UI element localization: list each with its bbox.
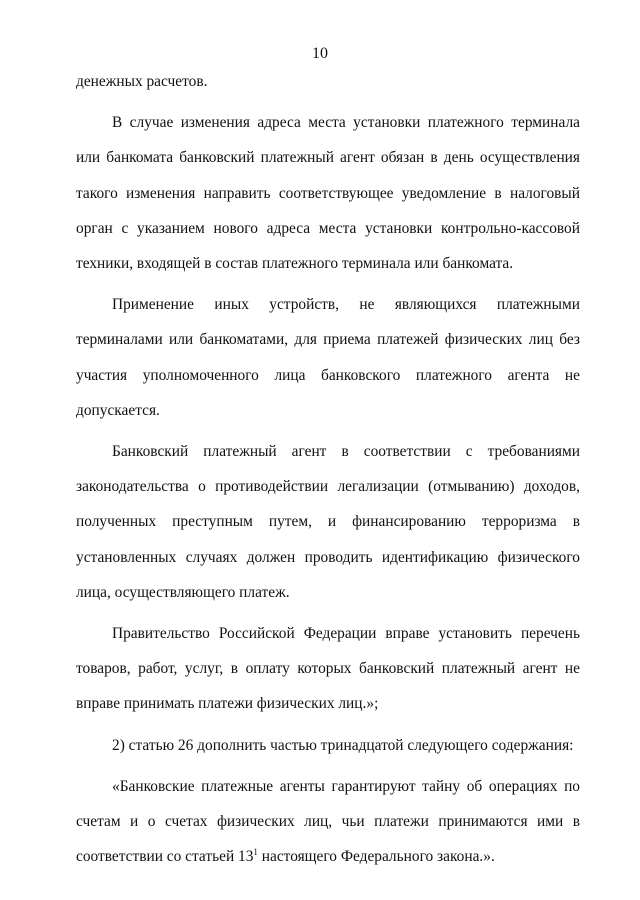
- page-number: 10: [312, 45, 328, 62]
- paragraph-identification: Банковский платежный агент в соответствии с требованиями законодательства о противодействии легализации (отмыванию) доходов, полученных преступным путем, и финансированию терроризма в установленных случаях должен проводить идентификацию физического лица, осуществляющего платеж.: [76, 443, 580, 601]
- paragraph-government-list: Правительство Российской Федерации вправе установить перечень товаров, работ, услуг, в оплату которых банковский платежный агент не вправе принимать платежи физических лиц.»;: [76, 625, 580, 713]
- paragraph-article-26: 2) статью 26 дополнить частью тринадцатой следующего содержания:: [112, 736, 574, 754]
- article-superscript: 1: [253, 847, 258, 858]
- secrecy-text-after: настоящего Федерального закона.».: [257, 848, 495, 866]
- paragraph-secrecy: [76, 769, 580, 875]
- secrecy-text-before: «Банковские платежные агенты гарантируют тайну об операциях по счетам и о счетах физических лиц, чьи платежи принимаются ими в соответствии со статьей 13: [76, 777, 580, 866]
- paragraph-other-devices: Применение иных устройств, не являющихся платежными терминалами или банкоматами, для приема платежей физических лиц без участия уполномоченного лица банковского платежного агента не допускается.: [76, 296, 580, 419]
- document-body: [76, 64, 580, 874]
- paragraph-continuation: денежных расчетов.: [76, 73, 208, 90]
- paragraph-address-change: В случае изменения адреса места установки платежного терминала или банкомата банковский платежный агент обязан в день осуществления такого изменения направить соответствующее уведомление в налоговый орган с указанием нового адреса места установки контрольно-кассовой техники, входящей в состав платежного терминала или банкомата.: [76, 114, 580, 273]
